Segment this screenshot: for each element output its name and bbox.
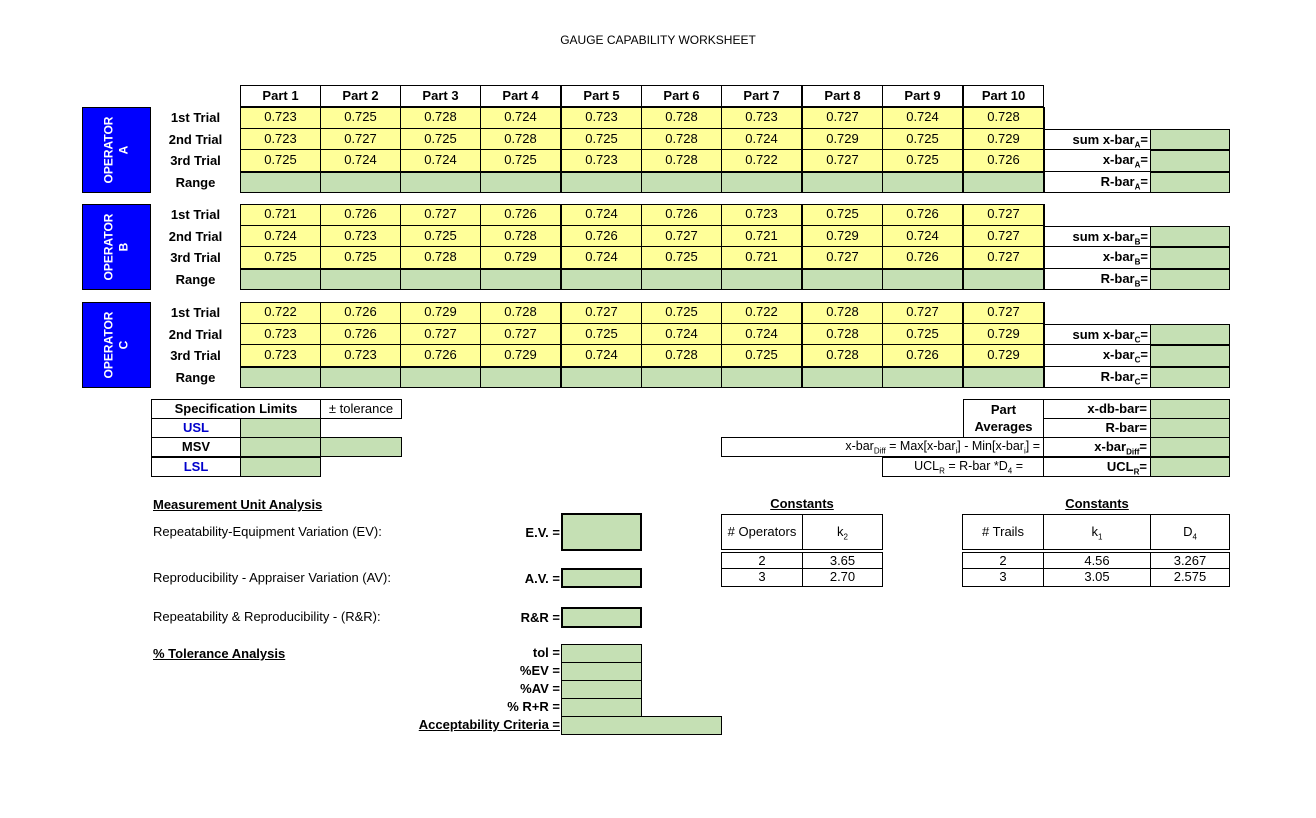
trial-cell[interactable]: 0.725 — [480, 150, 561, 172]
mua-heading: Measurement Unit Analysis — [153, 497, 323, 512]
constants1-row1-ops: 2 — [721, 552, 803, 569]
constants2-row1-d4: 3.267 — [1150, 552, 1230, 569]
trial-cell[interactable]: 0.726 — [641, 204, 722, 226]
constants2-row2-trails: 3 — [962, 568, 1044, 587]
trial-cell[interactable]: 0.722 — [721, 150, 802, 172]
lsl-value[interactable] — [240, 457, 321, 477]
trial-cell[interactable]: 0.723 — [240, 345, 321, 367]
trial-cell[interactable]: 0.726 — [320, 204, 401, 226]
trial-cell[interactable]: 0.728 — [802, 324, 883, 346]
trial-cell[interactable]: 0.724 — [721, 324, 802, 346]
tol-value[interactable] — [561, 644, 642, 663]
range-cell[interactable] — [721, 367, 802, 389]
trial-cell[interactable]: 0.727 — [963, 302, 1044, 324]
range-cell[interactable] — [320, 367, 401, 389]
tol-label: tol = — [532, 645, 560, 660]
trial-cell[interactable]: 0.727 — [963, 204, 1044, 226]
ev-value[interactable] — [561, 513, 642, 551]
constants2-d4-header: $D_4$ — [1150, 514, 1230, 550]
part-header: Part 2 — [320, 85, 401, 107]
trial-cell[interactable]: 0.721 — [240, 204, 321, 226]
range-cell[interactable] — [882, 172, 963, 194]
trial-cell[interactable]: 0.725 — [882, 150, 963, 172]
rbar-value[interactable] — [1150, 418, 1230, 438]
trial-cell[interactable]: 0.725 — [561, 129, 642, 151]
trial-cell[interactable]: 0.728 — [480, 226, 561, 248]
range-cell[interactable] — [641, 269, 722, 291]
av-description: Reproducibility - Appraiser Variation (AV): — [153, 570, 391, 585]
trial-cell[interactable]: 0.725 — [400, 129, 481, 151]
trial-cell[interactable]: 0.725 — [561, 324, 642, 346]
trial-cell[interactable]: 0.729 — [963, 129, 1044, 151]
range-cell[interactable] — [480, 367, 561, 389]
summary-value-xbar[interactable] — [1150, 247, 1230, 269]
trial-cell[interactable]: 0.726 — [561, 226, 642, 248]
part-header: Part 9 — [882, 85, 963, 107]
ev-description: Repeatability-Equipment Variation (EV): — [153, 524, 382, 539]
trial-cell[interactable]: 0.723 — [721, 204, 802, 226]
trial-cell[interactable]: 0.728 — [802, 345, 883, 367]
range-cell[interactable] — [480, 172, 561, 194]
row-label-range: Range — [175, 174, 216, 190]
constants1-title: Constants — [770, 496, 834, 511]
constants2-row1-trails: 2 — [962, 552, 1044, 569]
trial-cell[interactable]: 0.724 — [480, 107, 561, 129]
trial-cell[interactable]: 0.729 — [963, 345, 1044, 367]
part-header: Part 1 — [240, 85, 321, 107]
rbar-label: R-bar= — [1043, 418, 1151, 438]
trial-cell[interactable]: 0.724 — [561, 345, 642, 367]
summary-value-sum[interactable] — [1150, 129, 1230, 151]
row-label-t1: 1st Trial — [170, 110, 221, 125]
pct-ev-label: %EV = — [519, 663, 560, 678]
summary-label-sum: sum x-bar$_A$= — [1043, 129, 1151, 151]
trial-cell[interactable]: 0.727 — [802, 107, 883, 129]
summary-value-rbar[interactable] — [1150, 367, 1230, 389]
row-label-t2: 2nd Trial — [168, 228, 223, 244]
trial-cell[interactable]: 0.729 — [400, 302, 481, 324]
trial-cell[interactable]: 0.725 — [641, 247, 722, 269]
trial-cell[interactable]: 0.725 — [721, 345, 802, 367]
summary-label-xbar: x-bar$_B$= — [1043, 247, 1151, 269]
trial-cell[interactable]: 0.727 — [400, 324, 481, 346]
trial-cell[interactable]: 0.726 — [882, 247, 963, 269]
trial-cell[interactable]: 0.721 — [721, 247, 802, 269]
trial-cell[interactable]: 0.728 — [641, 107, 722, 129]
trial-cell[interactable]: 0.724 — [320, 150, 401, 172]
trial-cell[interactable]: 0.728 — [963, 107, 1044, 129]
range-cell[interactable] — [721, 269, 802, 291]
summary-value-sum[interactable] — [1150, 324, 1230, 346]
trial-cell[interactable]: 0.728 — [400, 107, 481, 129]
range-cell[interactable] — [802, 269, 883, 291]
summary-value-rbar[interactable] — [1150, 269, 1230, 291]
trial-cell[interactable]: 0.729 — [480, 345, 561, 367]
trial-cell[interactable]: 0.723 — [561, 150, 642, 172]
rr-description: Repeatability & Reproducibility - (R&R): — [153, 609, 381, 624]
trial-cell[interactable]: 0.728 — [480, 302, 561, 324]
summary-label-sum: sum x-bar$_C$= — [1043, 324, 1151, 346]
row-label-range: Range — [175, 369, 216, 385]
summary-value-rbar[interactable] — [1150, 172, 1230, 194]
trial-cell[interactable]: 0.729 — [802, 129, 883, 151]
range-cell[interactable] — [561, 367, 642, 389]
range-cell[interactable] — [400, 269, 481, 291]
ucl-label: $UCL_R=$ — [1043, 457, 1151, 477]
range-cell[interactable] — [882, 269, 963, 291]
summary-label-sum: sum x-bar$_B$= — [1043, 226, 1151, 248]
operator-label: OPERATOR C — [82, 302, 151, 388]
range-cell[interactable] — [320, 172, 401, 194]
row-label-t1: 1st Trial — [170, 305, 221, 320]
constants2-row1-k1: 4.56 — [1043, 552, 1151, 569]
row-label-t2: 2nd Trial — [168, 131, 223, 147]
trial-cell[interactable]: 0.727 — [963, 247, 1044, 269]
trial-cell[interactable]: 0.726 — [400, 345, 481, 367]
constants2-row2-k1: 3.05 — [1043, 568, 1151, 587]
range-cell[interactable] — [240, 367, 321, 389]
part-header: Part 7 — [721, 85, 802, 107]
range-cell[interactable] — [320, 269, 401, 291]
constants2-k1-header: $k_1$ — [1043, 514, 1151, 550]
xdbbar-label: x-db-bar= — [1043, 399, 1151, 419]
trial-cell[interactable]: 0.729 — [963, 324, 1044, 346]
pct-rr-value[interactable] — [561, 698, 642, 717]
operator-label: OPERATOR A — [82, 107, 151, 193]
range-cell[interactable] — [802, 172, 883, 194]
summary-value-xbar[interactable] — [1150, 345, 1230, 367]
trial-cell[interactable]: 0.726 — [963, 150, 1044, 172]
trial-cell[interactable]: 0.723 — [320, 345, 401, 367]
trial-cell[interactable]: 0.727 — [480, 324, 561, 346]
trial-cell[interactable]: 0.725 — [240, 247, 321, 269]
constants2-row2-d4: 2.575 — [1150, 568, 1230, 587]
trial-cell[interactable]: 0.728 — [641, 150, 722, 172]
part-header: Part 5 — [561, 85, 642, 107]
range-cell[interactable] — [561, 172, 642, 194]
xdbbar-value[interactable] — [1150, 399, 1230, 419]
trial-cell[interactable]: 0.724 — [721, 129, 802, 151]
trial-cell[interactable]: 0.723 — [240, 129, 321, 151]
av-value[interactable] — [561, 568, 642, 588]
range-cell[interactable] — [963, 172, 1044, 194]
trial-cell[interactable]: 0.726 — [882, 345, 963, 367]
trial-cell[interactable]: 0.727 — [963, 226, 1044, 248]
trial-cell[interactable]: 0.724 — [561, 204, 642, 226]
msv-value[interactable] — [240, 437, 321, 457]
trial-cell[interactable]: 0.725 — [882, 324, 963, 346]
usl-value[interactable] — [240, 418, 321, 438]
trial-cell[interactable]: 0.724 — [882, 226, 963, 248]
av-label: A.V. = — [524, 571, 560, 586]
trial-cell[interactable]: 0.722 — [721, 302, 802, 324]
range-cell[interactable] — [802, 367, 883, 389]
trial-cell[interactable]: 0.728 — [641, 345, 722, 367]
acceptability-label: Acceptability Criteria = — [418, 717, 560, 732]
summary-label-rbar: R-bar$_B$= — [1043, 269, 1151, 291]
constants1-operators-header: # Operators — [721, 514, 803, 550]
trial-cell[interactable]: 0.724 — [400, 150, 481, 172]
trial-cell[interactable]: 0.723 — [561, 107, 642, 129]
tolerance-header: ± tolerance — [320, 399, 402, 419]
part-header: Part 4 — [480, 85, 561, 107]
trial-cell[interactable]: 0.723 — [240, 107, 321, 129]
summary-label-rbar: R-bar$_A$= — [1043, 172, 1151, 194]
trial-cell[interactable]: 0.723 — [320, 226, 401, 248]
range-cell[interactable] — [641, 172, 722, 194]
range-cell[interactable] — [721, 172, 802, 194]
pct-av-label: %AV = — [520, 681, 560, 696]
trial-cell[interactable]: 0.728 — [641, 129, 722, 151]
spec-header: Specification Limits — [151, 399, 321, 419]
ucl-formula: $UCL_R = R-bar$ $*D_4$ = — [882, 457, 1044, 477]
rr-label: R&R = — [520, 610, 560, 625]
range-cell[interactable] — [240, 172, 321, 194]
tolerance-value[interactable] — [320, 437, 402, 457]
trial-cell[interactable]: 0.722 — [240, 302, 321, 324]
rr-value[interactable] — [561, 607, 642, 628]
constants2-trails-header: # Trails — [962, 514, 1044, 550]
trial-cell[interactable]: 0.725 — [320, 247, 401, 269]
trial-cell[interactable]: 0.725 — [882, 129, 963, 151]
acceptability-value[interactable] — [561, 716, 722, 735]
pct-rr-label: % R+R = — [507, 699, 560, 714]
trial-cell[interactable]: 0.727 — [641, 226, 722, 248]
range-cell[interactable] — [561, 269, 642, 291]
constants2-title: Constants — [1065, 496, 1129, 511]
part-header: Part 6 — [641, 85, 722, 107]
trial-cell[interactable]: 0.727 — [400, 204, 481, 226]
trial-cell[interactable]: 0.725 — [400, 226, 481, 248]
range-cell[interactable] — [400, 172, 481, 194]
trial-cell[interactable]: 0.725 — [802, 204, 883, 226]
ucl-value[interactable] — [1150, 457, 1230, 477]
range-cell[interactable] — [963, 367, 1044, 389]
trial-cell[interactable]: 0.728 — [480, 129, 561, 151]
constants1-row2-k2: 2.70 — [802, 568, 883, 587]
trial-cell[interactable]: 0.729 — [480, 247, 561, 269]
row-label-t3: 3rd Trial — [170, 348, 221, 363]
tolerance-heading: % Tolerance Analysis — [153, 646, 286, 661]
trial-cell[interactable]: 0.725 — [240, 150, 321, 172]
trial-cell[interactable]: 0.728 — [400, 247, 481, 269]
part-header: Part 10 — [963, 85, 1044, 107]
trial-cell[interactable]: 0.728 — [802, 302, 883, 324]
summary-label-xbar: x-bar$_A$= — [1043, 150, 1151, 172]
range-cell[interactable] — [963, 269, 1044, 291]
trial-cell[interactable]: 0.729 — [802, 226, 883, 248]
constants1-row1-k2: 3.65 — [802, 552, 883, 569]
lsl-label: LSL — [151, 457, 241, 477]
part-header: Part 8 — [802, 85, 883, 107]
trial-cell[interactable]: 0.727 — [802, 150, 883, 172]
operator-label: OPERATOR B — [82, 204, 151, 290]
pct-ev-value[interactable] — [561, 662, 642, 681]
trial-cell[interactable]: 0.727 — [320, 129, 401, 151]
msv-label: MSV — [151, 437, 241, 457]
trial-cell[interactable]: 0.726 — [480, 204, 561, 226]
constants1-k2-header: $k_2$ — [802, 514, 883, 550]
row-label-range: Range — [175, 271, 216, 287]
part-header: Part 3 — [400, 85, 481, 107]
trial-cell[interactable]: 0.724 — [240, 226, 321, 248]
summary-value-xbar[interactable] — [1150, 150, 1230, 172]
xbar-diff-label: x-bar$_{Diff}$= — [1043, 437, 1151, 457]
xbar-diff-value[interactable] — [1150, 437, 1230, 457]
part-averages-label: Part Averages — [963, 399, 1044, 438]
trial-cell[interactable]: 0.724 — [561, 247, 642, 269]
trial-cell[interactable]: 0.721 — [721, 226, 802, 248]
trial-cell[interactable]: 0.725 — [641, 302, 722, 324]
xbar-diff-formula: x-bar$_{Diff}$ = Max[x-bar$_i$] - Min[x-bar$_i$] = — [721, 437, 1044, 457]
summary-label-xbar: x-bar$_C$= — [1043, 345, 1151, 367]
pct-av-value[interactable] — [561, 680, 642, 699]
range-cell[interactable] — [400, 367, 481, 389]
summary-label-rbar: R-bar$_C$= — [1043, 367, 1151, 389]
trial-cell[interactable]: 0.724 — [882, 107, 963, 129]
constants1-row2-ops: 3 — [721, 568, 803, 587]
range-cell[interactable] — [641, 367, 722, 389]
trial-cell[interactable]: 0.726 — [320, 302, 401, 324]
trial-cell[interactable]: 0.727 — [561, 302, 642, 324]
row-label-t3: 3rd Trial — [170, 153, 221, 168]
row-label-t1: 1st Trial — [170, 207, 221, 222]
page-title: GAUGE CAPABILITY WORKSHEET — [560, 33, 756, 47]
trial-cell[interactable]: 0.727 — [882, 302, 963, 324]
trial-cell[interactable]: 0.723 — [240, 324, 321, 346]
ev-label: E.V. = — [525, 525, 560, 540]
row-label-t2: 2nd Trial — [168, 326, 223, 342]
range-cell[interactable] — [480, 269, 561, 291]
range-cell[interactable] — [240, 269, 321, 291]
trial-cell[interactable]: 0.726 — [320, 324, 401, 346]
trial-cell[interactable]: 0.725 — [320, 107, 401, 129]
summary-value-sum[interactable] — [1150, 226, 1230, 248]
usl-label: USL — [151, 418, 241, 438]
trial-cell[interactable]: 0.724 — [641, 324, 722, 346]
row-label-t3: 3rd Trial — [170, 250, 221, 265]
range-cell[interactable] — [882, 367, 963, 389]
trial-cell[interactable]: 0.726 — [882, 204, 963, 226]
trial-cell[interactable]: 0.727 — [802, 247, 883, 269]
trial-cell[interactable]: 0.723 — [721, 107, 802, 129]
